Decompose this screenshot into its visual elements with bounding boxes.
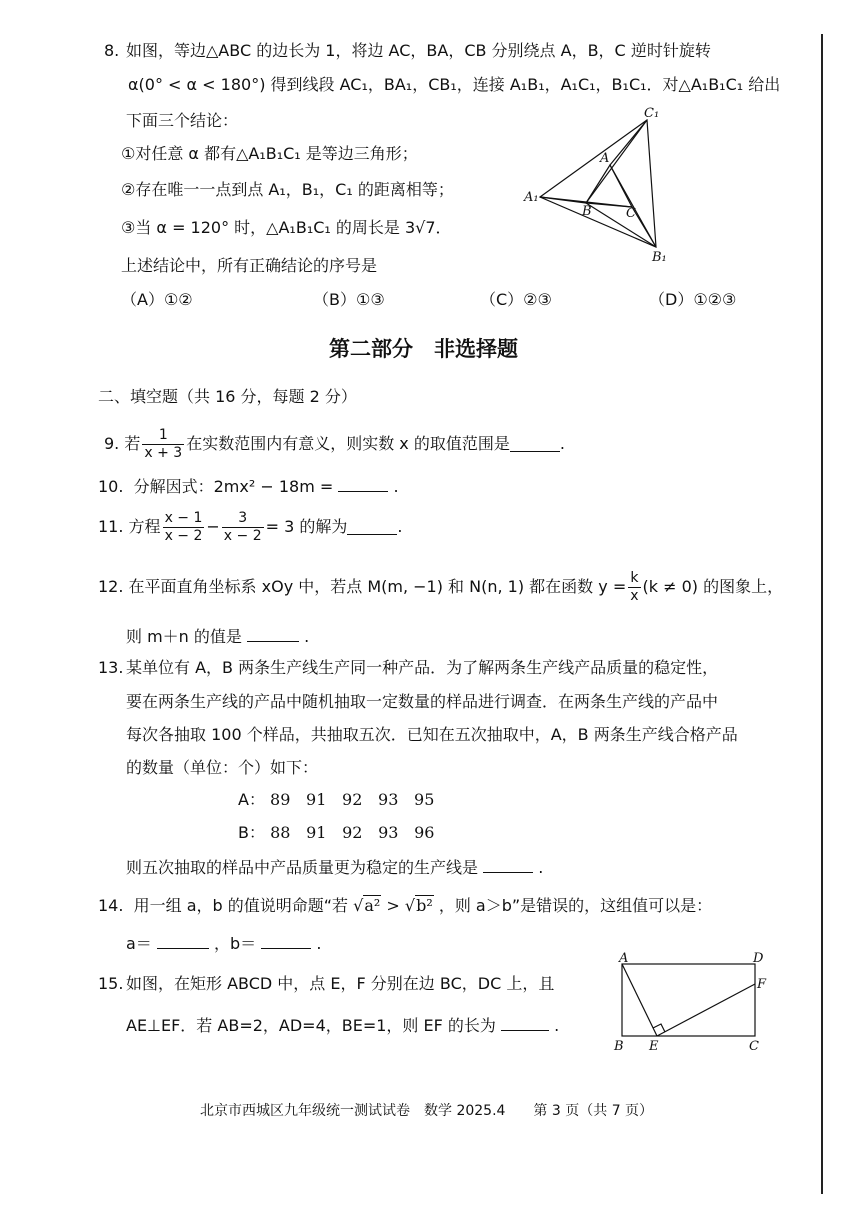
q14-answer-blank-a[interactable] (157, 934, 209, 949)
q8-line2: α(0° < α < 180°) 得到线段 AC₁，BA₁，CB₁，连接 A₁B₁，A₁C₁，B₁C₁．对△A₁B₁C₁ 给出 (128, 75, 781, 94)
q8-option-c: （C）②③ (480, 290, 552, 309)
q8-conclusion-2: ②存在唯一一点到点 A₁，B₁，C₁ 的距离相等； (121, 180, 454, 199)
q11-pre: 方程 (128, 517, 161, 536)
q9-pre: 若 (124, 434, 141, 453)
q13-line1: 某单位有 A，B 两条生产线生产同一种产品．为了解两条生产线产品质量的稳定性， (126, 658, 719, 677)
q12-post: (k ≠ 0) 的图象上， (642, 577, 784, 596)
q10-number: 10. (98, 477, 124, 496)
q14-number: 14. (98, 896, 124, 915)
q8-number: 8. (104, 41, 120, 60)
q12-fraction: $\frac{k}{x}$ (630, 569, 639, 604)
part-two-title: 第二部分 非选择题 (329, 337, 518, 361)
q15-answer-blank[interactable] (501, 1016, 549, 1031)
q12-pre: 在平面直角坐标系 xOy 中，若点 M(m, −1) 和 N(n, 1) 都在函数 y = (128, 577, 627, 596)
label-a1: A₁ (524, 190, 539, 205)
label-a: A (619, 951, 629, 966)
q12 (98, 565, 783, 609)
rectangle-abcd (622, 964, 755, 1036)
q15-line2: AE⊥EF．若 AB=2，AD=4，BE=1，则 EF 的长为 . (126, 1016, 560, 1035)
label-b: B (582, 204, 592, 219)
q8-line3: 下面三个结论： (126, 111, 239, 130)
q10-text: 分解因式：2mx² − 18m = (133, 477, 334, 496)
q15-number: 15. (98, 974, 124, 993)
q9-answer-blank[interactable] (510, 437, 560, 452)
q11-post: = 3 的解为 (265, 517, 348, 536)
q13-last-line: 则五次抽取的样品中产品质量更为稳定的生产线是 . (126, 858, 544, 877)
q13-number: 13. (98, 658, 124, 677)
q14-answer-line: a＝ ，b＝ . (126, 934, 322, 953)
q12-number: 12. (98, 577, 124, 596)
q11-answer-blank[interactable] (347, 520, 397, 535)
page-footer: 北京市西城区九年级统一测试试卷 数学 2025.4 第 3 页（共 7 页） (200, 1103, 654, 1119)
q8-figure-triangles (520, 105, 680, 265)
q13-line4: 的数量（单位：个）如下： (126, 758, 319, 777)
q13-line3: 每次各抽取 100 个样品，共抽取五次．已知在五次抽取中，A，B 两条生产线合格产品 (126, 725, 738, 744)
label-c: C (626, 206, 636, 221)
label-c: C (749, 1039, 759, 1054)
label-f: F (757, 977, 767, 992)
q12-answer-blank[interactable] (247, 627, 299, 642)
q8-line1: 如图，等边△ABC 的边长为 1，将边 AC，BA，CB 分别绕点 A，B，C 逆时针旋转 (126, 41, 711, 60)
binding-margin-line (821, 34, 823, 1194)
q14: 14. 用一组 a，b 的值说明命题“若 √a² > √b² ，则 a＞b”是错误的，这组值可以是： (98, 896, 713, 915)
q10: 10. 分解因式：2mx² − 18m = . (98, 477, 399, 496)
q11-fraction-2: $\frac{3}{x - 2}$ (223, 509, 262, 544)
label-e: E (649, 1039, 659, 1054)
label-d: D (753, 951, 764, 966)
q10-answer-blank[interactable] (338, 477, 388, 492)
q13-row-b: B： 88 91 92 93 96 (238, 823, 435, 842)
q9-number: 9. (104, 434, 120, 453)
q9-fraction: $\frac{1}{x + 3}$ (144, 426, 183, 461)
q15-line1: 如图，在矩形 ABCD 中，点 E，F 分别在边 BC，DC 上，且 (126, 974, 555, 993)
label-a: A (600, 151, 610, 166)
q8-option-b: （B）①③ (313, 290, 385, 309)
q8-conclusion-3: ③当 α = 120° 时，△A₁B₁C₁ 的周长是 3√7． (121, 218, 452, 237)
segment-ef (657, 984, 755, 1036)
q12-line2: 则 m＋n 的值是 . (126, 627, 310, 646)
q9: 9. 若 $\frac{1}{x + 3}$ 在实数范围内有意义，则实数 x 的取值范围是 . (104, 426, 565, 461)
q11-fraction-1: $\frac{x - 1}{x - 2}$ (164, 509, 203, 544)
q9-post: 在实数范围内有意义，则实数 x 的取值范围是 (186, 434, 510, 453)
q11-number: 11. (98, 517, 124, 536)
q15-figure-rectangle (605, 950, 775, 1058)
segment-ae (622, 964, 657, 1036)
q8-option-d: （D）①②③ (649, 290, 737, 309)
q13-answer-blank[interactable] (483, 858, 533, 873)
section-two-heading: 二、填空题（共 16 分，每题 2 分） (98, 387, 357, 406)
label-b: B (614, 1039, 624, 1054)
q8-line4: 上述结论中，所有正确结论的序号是 (121, 256, 378, 275)
q13-row-a: A： 89 91 92 93 95 (238, 790, 435, 809)
label-c1: C₁ (644, 106, 660, 121)
q11: 11. 方程 $\frac{x - 1}{x - 2}$ − $\frac{3}{x - 2}$ = 3 的解为 . (98, 509, 403, 544)
q8-option-a: （A）①② (121, 290, 193, 309)
q8-conclusion-1: ①对任意 α 都有△A₁B₁C₁ 是等边三角形； (121, 144, 418, 163)
q13-line2: 要在两条生产线的产品中随机抽取一定数量的样品进行调查．在两条生产线的产品中 (126, 692, 719, 711)
label-b1: B₁ (652, 250, 667, 265)
q14-answer-blank-b[interactable] (261, 934, 311, 949)
